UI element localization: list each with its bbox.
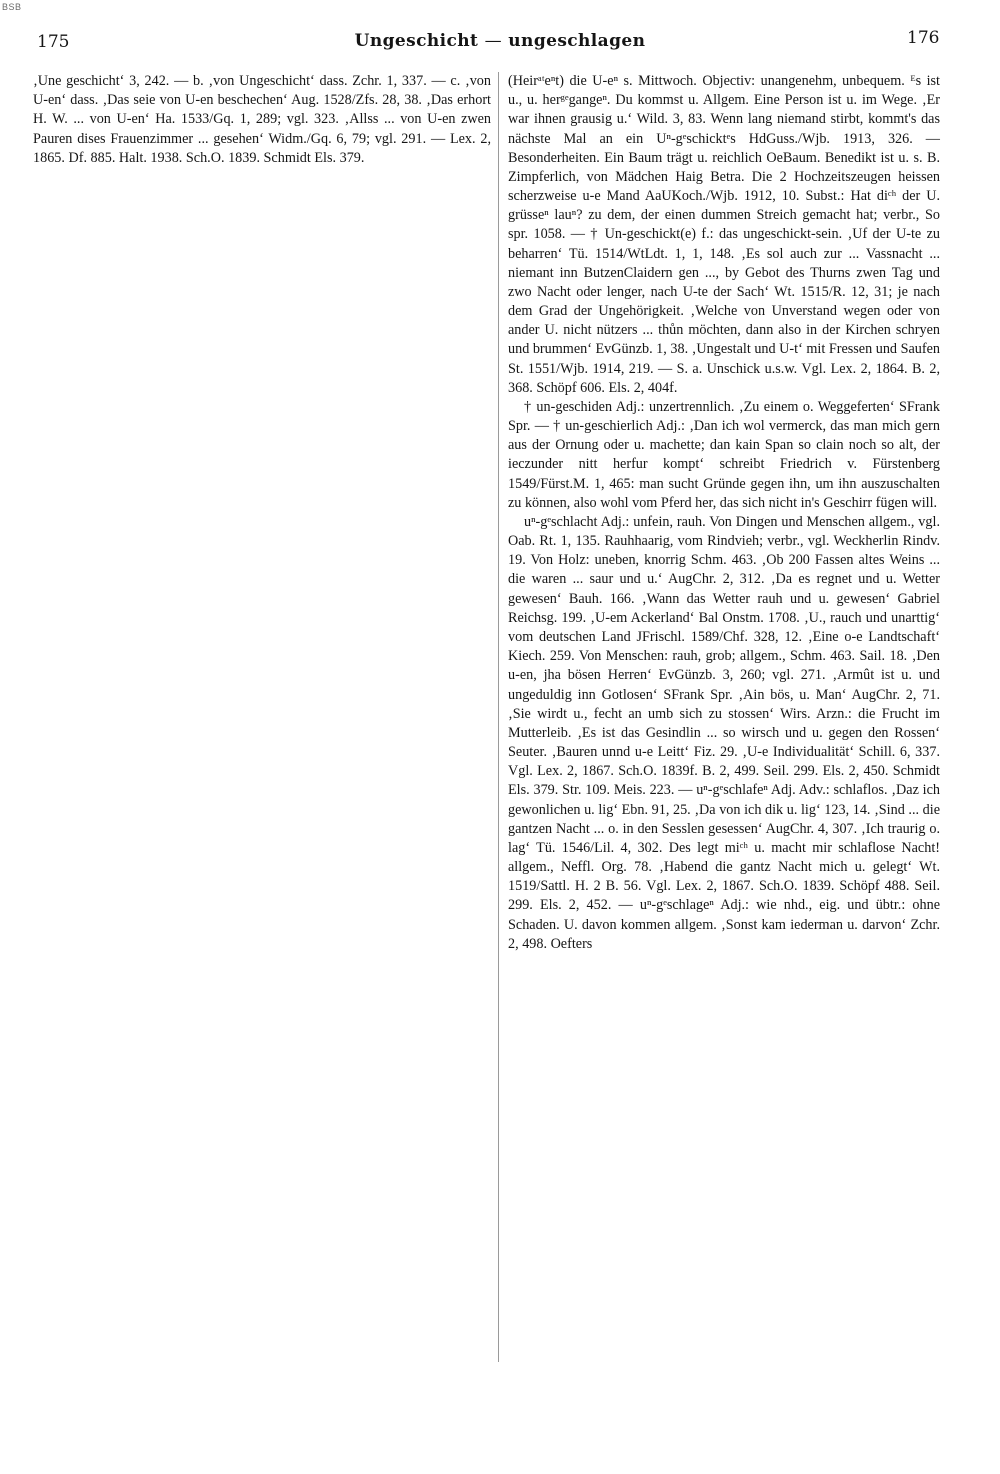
running-head — [0, 31, 1000, 51]
right-column — [508, 72, 940, 954]
entry-paragraph: † un-geschiden Adj.: unzertrennlich. ‚Zu einem o. Weggeferten‘ SFrank Spr. — † un-geschierlich Adj.: ‚Dan ich wol vermerck, das man mich gern aus der Ornung oder u. machette; dan kain Span so clain noch so alt, der ieczunder nitt herfur kompt‘ schreibt Friedrich v. Fürstenberg 1549/Fürst.M. 1, 465: man sucht Gründe gegen ihn, um ihn auszuschalten zu können, also wohl vom Pferd her, das sich nicht in's Geschirr fügen will. — [508, 398, 940, 511]
page-number-left: 175 — [37, 32, 70, 52]
column-divider — [498, 72, 499, 1362]
page-number-right: 176 — [907, 28, 940, 48]
page-header — [0, 28, 1000, 68]
entry-paragraph: uⁿ-gᵉschlacht Adj.: unfein, rauh. Von Dingen und Menschen allgem., vgl. Oab. Rt. 1, 135. Rauhhaarig, vom Rindvieh; verbr., vgl. Weckherlin Rindv. 19. Von Holz: uneben, knorrig Schm. 463. ‚Ob 200 Fassen altes Weins ... die waren ... saur und u.‘ AugChr. 2, 312. ‚Da es regnet und u. Wetter gewesen‘ Bauh. 166. ‚Wann das Wetter rauh und u. gewesen‘ Gabriel Reichsg. 199. ‚U-em Ackerland‘ Bal Onstm. 1708. ‚U., rauch und unarttig‘ vom deutschen Land JFrischl. 1589/Chf. 328, 12. ‚Eine o-e Landtschaft‘ Kiech. 259. Von Menschen: rauh, grob; allgem., Schm. 463. Sail. 18. ‚Den u-en, jha bösen Herren‘ EvGünzb. 3, 260; vgl. 271. ‚Armût ist u. und ungeduldig inn Gotlosen‘ SFrank Spr. ‚Ain bös, u. Man‘ AugChr. 2, 71. ‚Sie wirdt u., fecht an umb sich zu stossen‘ Wirs. Arzn.: die Frucht im Mutterleib. ‚Es ist das Gesindlin ... so wirsch und u. gegen den Rossen‘ Seuter. ‚Bauren unnd u-e Leitt‘ Fiz. 29. ‚U-e Individualität‘ Schill. 6, 337. Vgl. Lex. 2, 1867. Sch.O. 1839f. B. 2, 499. Seil. 299. Els. 2, 450. Schmidt Els. 379. Str. 109. Meis. 223. — uⁿ-gᵉschlafeⁿ Adj. Adv.: schlaflos. ‚Daz ich gewonlichen u. lig‘ Ebn. 91, 25. ‚Da von ich dik u. lig‘ 123, 14. ‚Sind ... die gantzen Nacht ... o. in den Sesslen gesessen‘ AugChr. 4, 307. ‚Ich traurig o. lag‘ Tü. 1546/Lil. 4, 302. Des legt miᶜʰ u. macht mir schlaflose Nacht! allgem., Neffl. Org. 78. ‚Habend die gantz Nacht mich u. gelegt‘ Wt. 1519/Sattl. H. 2 B. 56. Vgl. Lex. 2, 1867. Sch.O. 1839. Schöpf 488. Seil. 299. Els. 2, 452. — uⁿ-gᵉschlageⁿ Adj.: wie nhd., eig. und übtr.: ohne Schaden. U. davon kommen allgem. ‚Sonst kam iederman u. darvon‘ Zchr. 2, 498. Oefters — [508, 513, 940, 952]
headword-separator: — — [484, 31, 502, 51]
entry-paragraph: (Heirᵃᵗeⁿt) die U-eⁿ s. Mittwoch. Objectiv: unangenehm, unbequem. ᴱs ist u., u. herᵍᵉgangeⁿ. Du kommst u. Allgem. Eine Person ist u. im Wege. ‚Er war ihnen grausig u.‘ Wild. 3, 83. Wenn lang niemand stirbt, kommt's das nächste Mal an ein Uⁿ-gᵉschicktᵉs HdGuss./Wjb. 1913, 326. — Besonderheiten. Ein Baum trägt u. reichlich OeBaum. Benedikt ist u. s. B. Zimpferlich, von Mädchen Haig Betra. Die 2 Hochzeitszeugen heissen scherzweise u-e Mand AaUKoch./Wjb. 1912, 10. Subst.: Hat diᶜʰ der U. grüsseⁿ lauⁿ? zu dem, der einen dummen Streich gemacht hat; verbr., So spr. 1058. — † Un-geschickt(e) f.: das ungeschickt-sein. ‚Uf der U-te zu beharren‘ Tü. 1514/WtLdt. 1, 1, 148. ‚Es sol auch zur ... Vassnacht ... niemant inn ButzenClaidern gen ..., by Gebot des Thurns zwen Tag und zwo Nacht oder lenger, nach U-te der Sach‘ Wt. 1515/R. 12, 31; je nach dem Grad der Ungehörigkeit. ‚Welche von Unverstand wegen oder von ander U. nicht nützers ... thůn möchten, dann also in der Kirchen schryen und brummen‘ EvGünzb. 1, 38. ‚Ungestalt und U-t‘ mit Fressen und Saufen St. 1551/Wjb. 1914, 219. — S. a. Unschick u.s.w. Vgl. Lex. 2, 1864. B. 2, 368. Schöpf 606. Els. 2, 404f. — [508, 73, 940, 396]
headword-start: Ungeschicht — [354, 31, 479, 51]
headword-end: ungeschlagen — [508, 31, 646, 51]
entry-paragraph: ‚Une geschicht‘ 3, 242. — b. ‚von Ungeschicht‘ dass. Zchr. 1, 337. — c. ‚von U-en‘ dass. ‚Das seie von U-en beschechen‘ Aug. 1528/Zfs. 28, 38. ‚Das erhort H. W. ... von U-en‘ Ha. 1533/Gq. 1, 289; vgl. 323. ‚Allss ... von U-en zwen Pauren dises Frauenzimmer ... gesehen‘ Widm./Gq. 6, 79; vgl. 291. — Lex. 2, 1865. Df. 885. Halt. 1938. Sch.O. 1839. Schmidt Els. 379. — [33, 73, 491, 166]
left-column — [33, 72, 491, 168]
library-stamp: BSB — [2, 2, 22, 12]
